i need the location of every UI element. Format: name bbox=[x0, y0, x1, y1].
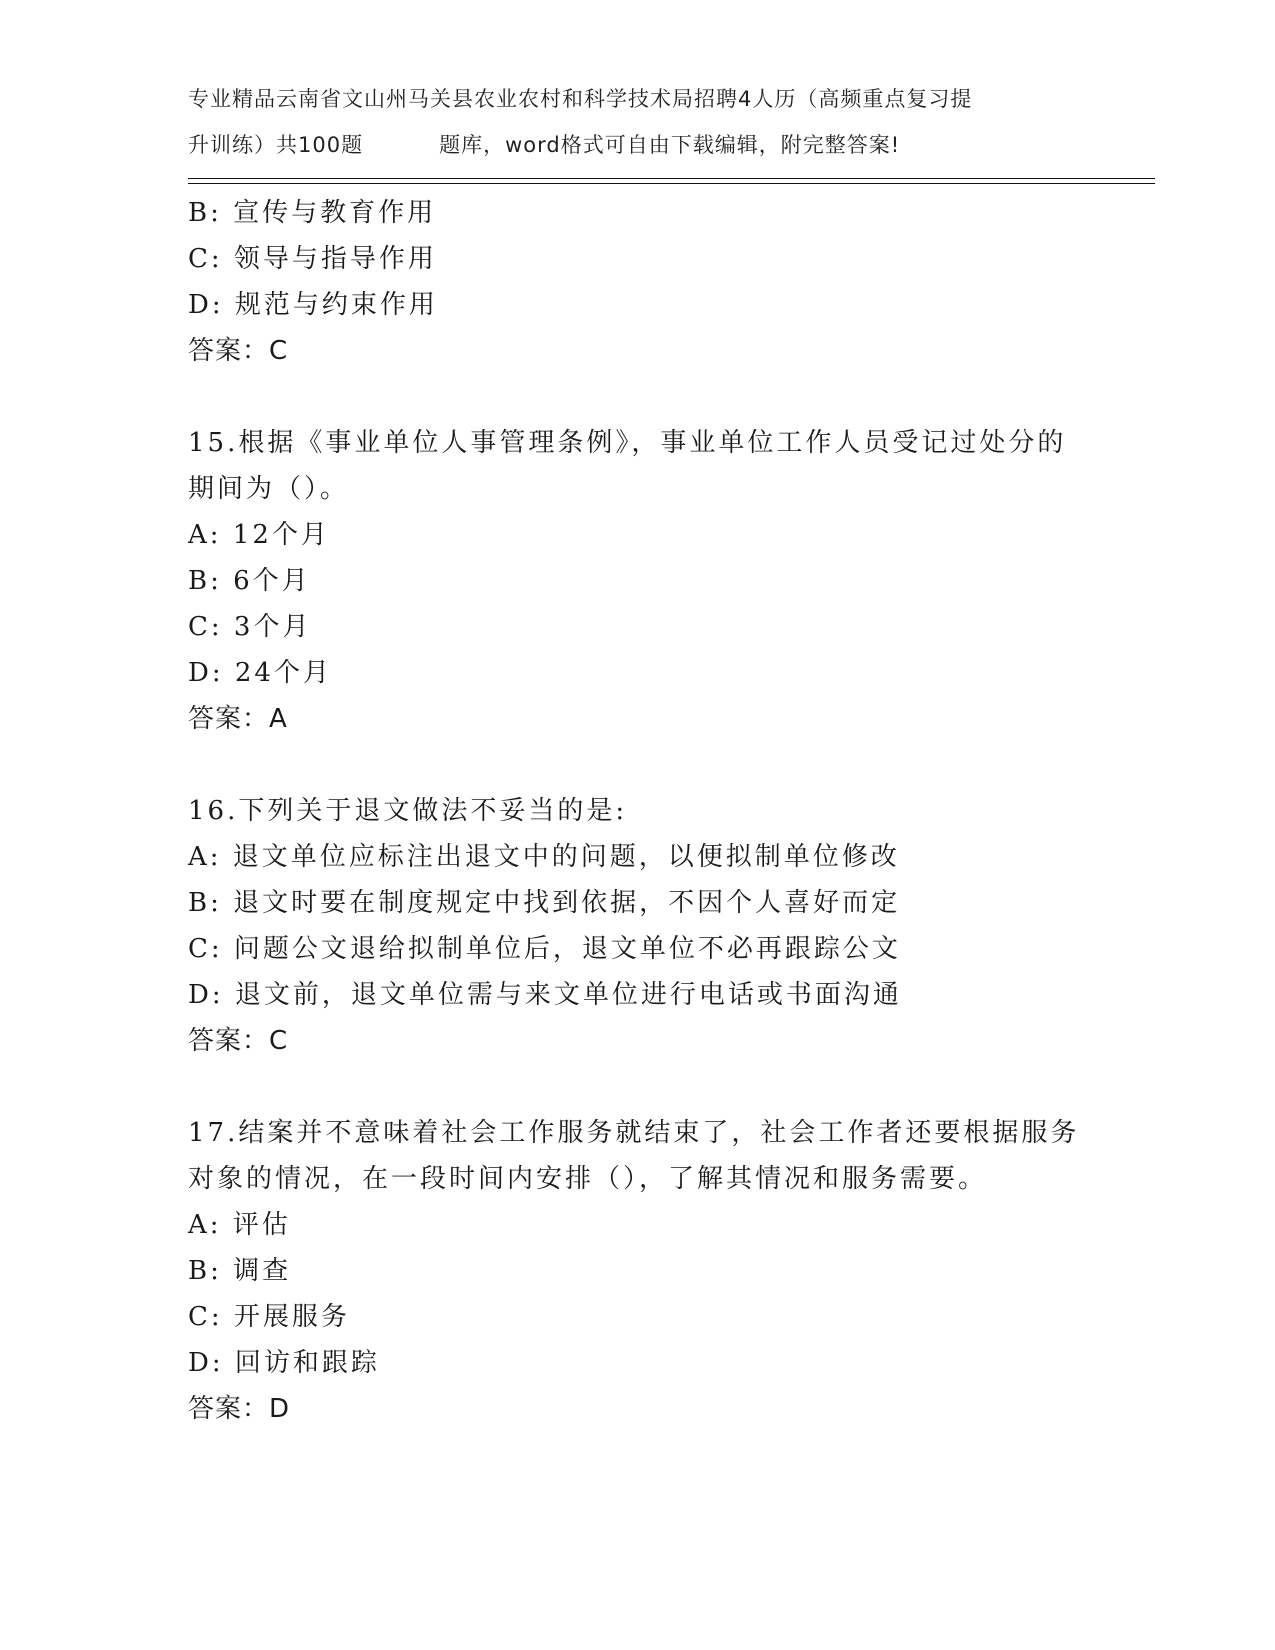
question-stem-cont: 期间为（）。 bbox=[188, 474, 350, 504]
question-stem-cont: 对象的情况，在一段时间内安排（），了解其情况和服务需要。 bbox=[188, 1164, 988, 1194]
option-a: A: 退文单位应标注出退文中的问题，以便拟制单位修改 bbox=[188, 842, 900, 872]
option-a: A: 12个月 bbox=[188, 520, 330, 550]
option-c: C: 问题公文退给拟制单位后，退文单位不必再跟踪公文 bbox=[188, 934, 901, 964]
option-d: D: 规范与约束作用 bbox=[188, 290, 438, 320]
question-block-16 bbox=[188, 788, 1128, 1064]
option-c: C: 开展服务 bbox=[188, 1302, 350, 1332]
option-c: C: 3个月 bbox=[188, 612, 312, 642]
option-d: D: 24个月 bbox=[188, 658, 332, 688]
header-title-line-1: 专业精品云南省文山州马关县农业农村和科学技术局招聘4人历（高频重点复习提 bbox=[188, 87, 973, 111]
header-title-part-1: 升训练）共100题 bbox=[188, 133, 364, 157]
question-list bbox=[188, 190, 1128, 1432]
question-block-prev bbox=[188, 190, 1128, 374]
header-rule-top bbox=[188, 178, 1155, 179]
document-header bbox=[188, 76, 1088, 168]
option-c: C: 领导与指导作用 bbox=[188, 244, 437, 274]
answer-line: 答案：C bbox=[188, 336, 289, 366]
question-stem: 17.结案并不意味着社会工作服务就结束了，社会工作者还要根据服务 bbox=[188, 1118, 1080, 1148]
question-stem: 15.根据《事业单位人事管理条例》，事业单位工作人员受记过处分的 bbox=[188, 428, 1067, 458]
answer-line: 答案：A bbox=[188, 704, 288, 734]
question-block-15 bbox=[188, 420, 1128, 742]
option-d: D: 回访和跟踪 bbox=[188, 1348, 380, 1378]
option-b: B: 退文时要在制度规定中找到依据，不因个人喜好而定 bbox=[188, 888, 901, 918]
option-a: A: 评估 bbox=[188, 1210, 291, 1240]
option-b: B: 6个月 bbox=[188, 566, 311, 596]
option-b: B: 宣传与教育作用 bbox=[188, 198, 437, 228]
answer-line: 答案：D bbox=[188, 1394, 291, 1424]
option-d: D: 退文前，退文单位需与来文单位进行电话或书面沟通 bbox=[188, 980, 902, 1010]
header-title-part-2: 题库，word格式可自由下载编辑，附完整答案! bbox=[439, 133, 901, 157]
header-title-line-2 bbox=[188, 122, 1088, 168]
option-b: B: 调查 bbox=[188, 1256, 292, 1286]
answer-line: 答案：C bbox=[188, 1026, 289, 1056]
question-block-17 bbox=[188, 1110, 1128, 1432]
header-rule-bottom bbox=[188, 183, 1155, 184]
question-stem: 16.下列关于退文做法不妥当的是: bbox=[188, 796, 628, 826]
